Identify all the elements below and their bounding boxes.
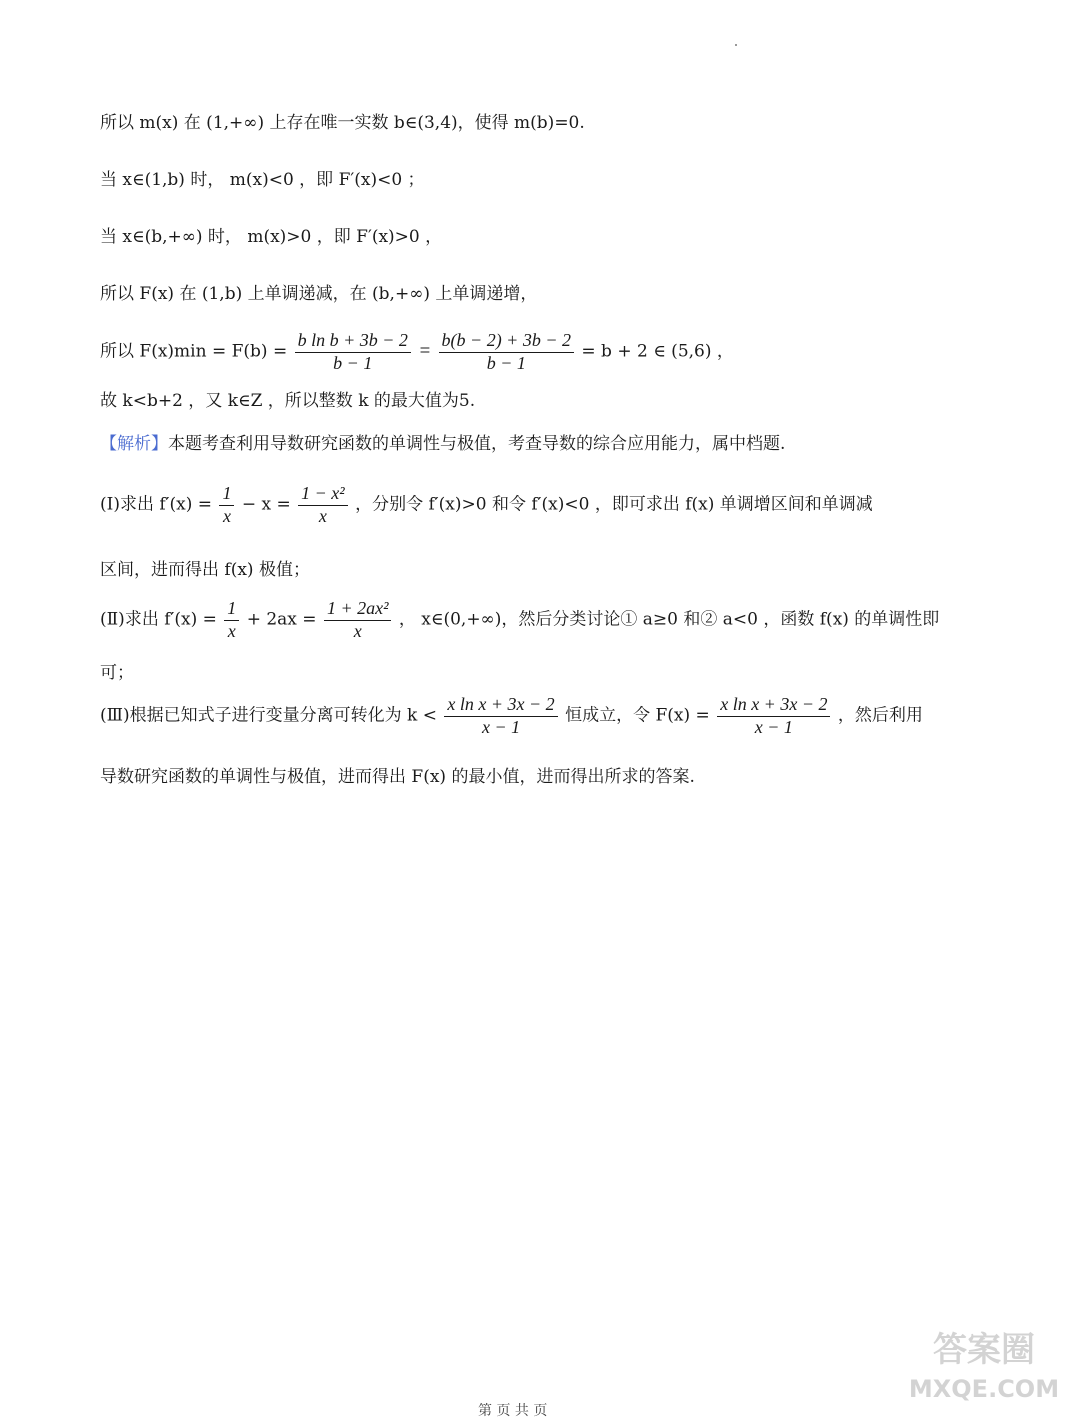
part-2-fraction-1 bbox=[224, 598, 239, 642]
analysis-tag: 【解析】 bbox=[100, 434, 168, 454]
part-1-f2-num: 1 − x² bbox=[301, 483, 345, 503]
equals-sign: = bbox=[418, 340, 432, 362]
analysis-line bbox=[100, 436, 785, 453]
analysis-text: 本题考查利用导数研究函数的单调性与极值，考查导数的综合应用能力，属中档题. bbox=[168, 434, 786, 454]
part-3-f1-num: x ln x + 3x − 2 bbox=[447, 694, 555, 714]
part-1-continuation: 区间，进而得出 f(x) 极值； bbox=[100, 560, 310, 580]
part-2-lead: (Ⅱ)求出 f′(x) = bbox=[100, 609, 217, 630]
solution-line-4: 所以 F(x) 在 (1,b) 上单调递减，在 (b,+∞) 上单调递增， bbox=[100, 284, 538, 304]
line5-tail: = b + 2 ∈ (5,6) ， bbox=[581, 341, 734, 362]
part-1-f2-den: x bbox=[298, 505, 348, 528]
part-3-fraction-1 bbox=[444, 694, 557, 738]
part-3-tail: ，然后利用 bbox=[837, 705, 923, 726]
solution-line-3: 当 x∈(b,+∞) 时， m(x)>0 ，即 F′(x)>0 ， bbox=[100, 227, 443, 247]
part-2-f2-num: 1 + 2ax² bbox=[326, 598, 389, 618]
part-3-f2-num: x ln x + 3x − 2 bbox=[720, 694, 828, 714]
part-1-f1-num: 1 bbox=[222, 483, 232, 503]
fraction-2-denominator: b − 1 bbox=[439, 352, 574, 375]
solution-line-5 bbox=[100, 330, 734, 374]
part-3-f2-den: x − 1 bbox=[717, 716, 830, 739]
line5-lead: 所以 F(x)min = F(b) = bbox=[100, 341, 288, 362]
part-2-continuation: 可； bbox=[100, 663, 134, 683]
part-1-fraction-2 bbox=[298, 483, 348, 527]
solution-line-2: 当 x∈(1,b) 时， m(x)<0 ，即 F′(x)<0 ； bbox=[100, 170, 425, 190]
part-2-f1-den: x bbox=[224, 620, 239, 643]
part-2-mid: + 2ax = bbox=[246, 609, 317, 630]
part-3-f1-den: x − 1 bbox=[444, 716, 557, 739]
fraction-1-denominator: b − 1 bbox=[295, 352, 411, 375]
fraction-1 bbox=[295, 330, 411, 374]
fraction-1-numerator: b ln b + 3b − 2 bbox=[297, 330, 408, 350]
fraction-2 bbox=[439, 330, 574, 374]
part-2-fraction-2 bbox=[324, 598, 392, 642]
part-2-f1-num: 1 bbox=[227, 598, 237, 618]
part-1-line bbox=[100, 483, 873, 527]
watermark-logo bbox=[904, 1325, 1064, 1405]
part-3-lead: (Ⅲ)根据已知式子进行变量分离可转化为 k < bbox=[100, 705, 438, 726]
part-2-line bbox=[100, 598, 939, 642]
stray-dot bbox=[735, 44, 737, 46]
part-1-f1-den: x bbox=[219, 505, 234, 528]
watermark-bottom: MXQE.COM bbox=[908, 1375, 1060, 1403]
page-footer: 第 页 共 页 bbox=[478, 1403, 548, 1419]
fraction-2-numerator: b(b − 2) + 3b − 2 bbox=[441, 330, 571, 350]
watermark-top: 答案圈 bbox=[933, 1330, 1035, 1370]
part-3-fraction-2 bbox=[717, 694, 830, 738]
solution-line-6: 故 k<b+2 ，又 k∈Z ，所以整数 k 的最大值为5. bbox=[100, 391, 476, 411]
part-3-line bbox=[100, 694, 923, 738]
part-1-mid: − x = bbox=[241, 494, 291, 515]
part-2-tail: ， x∈(0,+∞)，然后分类讨论① a≥0 和② a<0 ，函数 f(x) 的单调性即 bbox=[398, 609, 940, 630]
part-3-mid: 恒成立，令 F(x) = bbox=[565, 705, 710, 726]
part-1-lead: (Ⅰ)求出 f′(x) = bbox=[100, 494, 213, 515]
solution-line-1: 所以 m(x) 在 (1,+∞) 上存在唯一实数 b∈(3,4)，使得 m(b)=0. bbox=[100, 113, 585, 133]
part-2-f2-den: x bbox=[324, 620, 392, 643]
part-3-continuation: 导数研究函数的单调性与极值，进而得出 F(x) 的最小值，进而得出所求的答案. bbox=[100, 767, 695, 787]
part-1-fraction-1 bbox=[219, 483, 234, 527]
part-1-tail: ，分别令 f′(x)>0 和令 f′(x)<0 ，即可求出 f(x) 单调增区间和单调减 bbox=[355, 494, 873, 515]
